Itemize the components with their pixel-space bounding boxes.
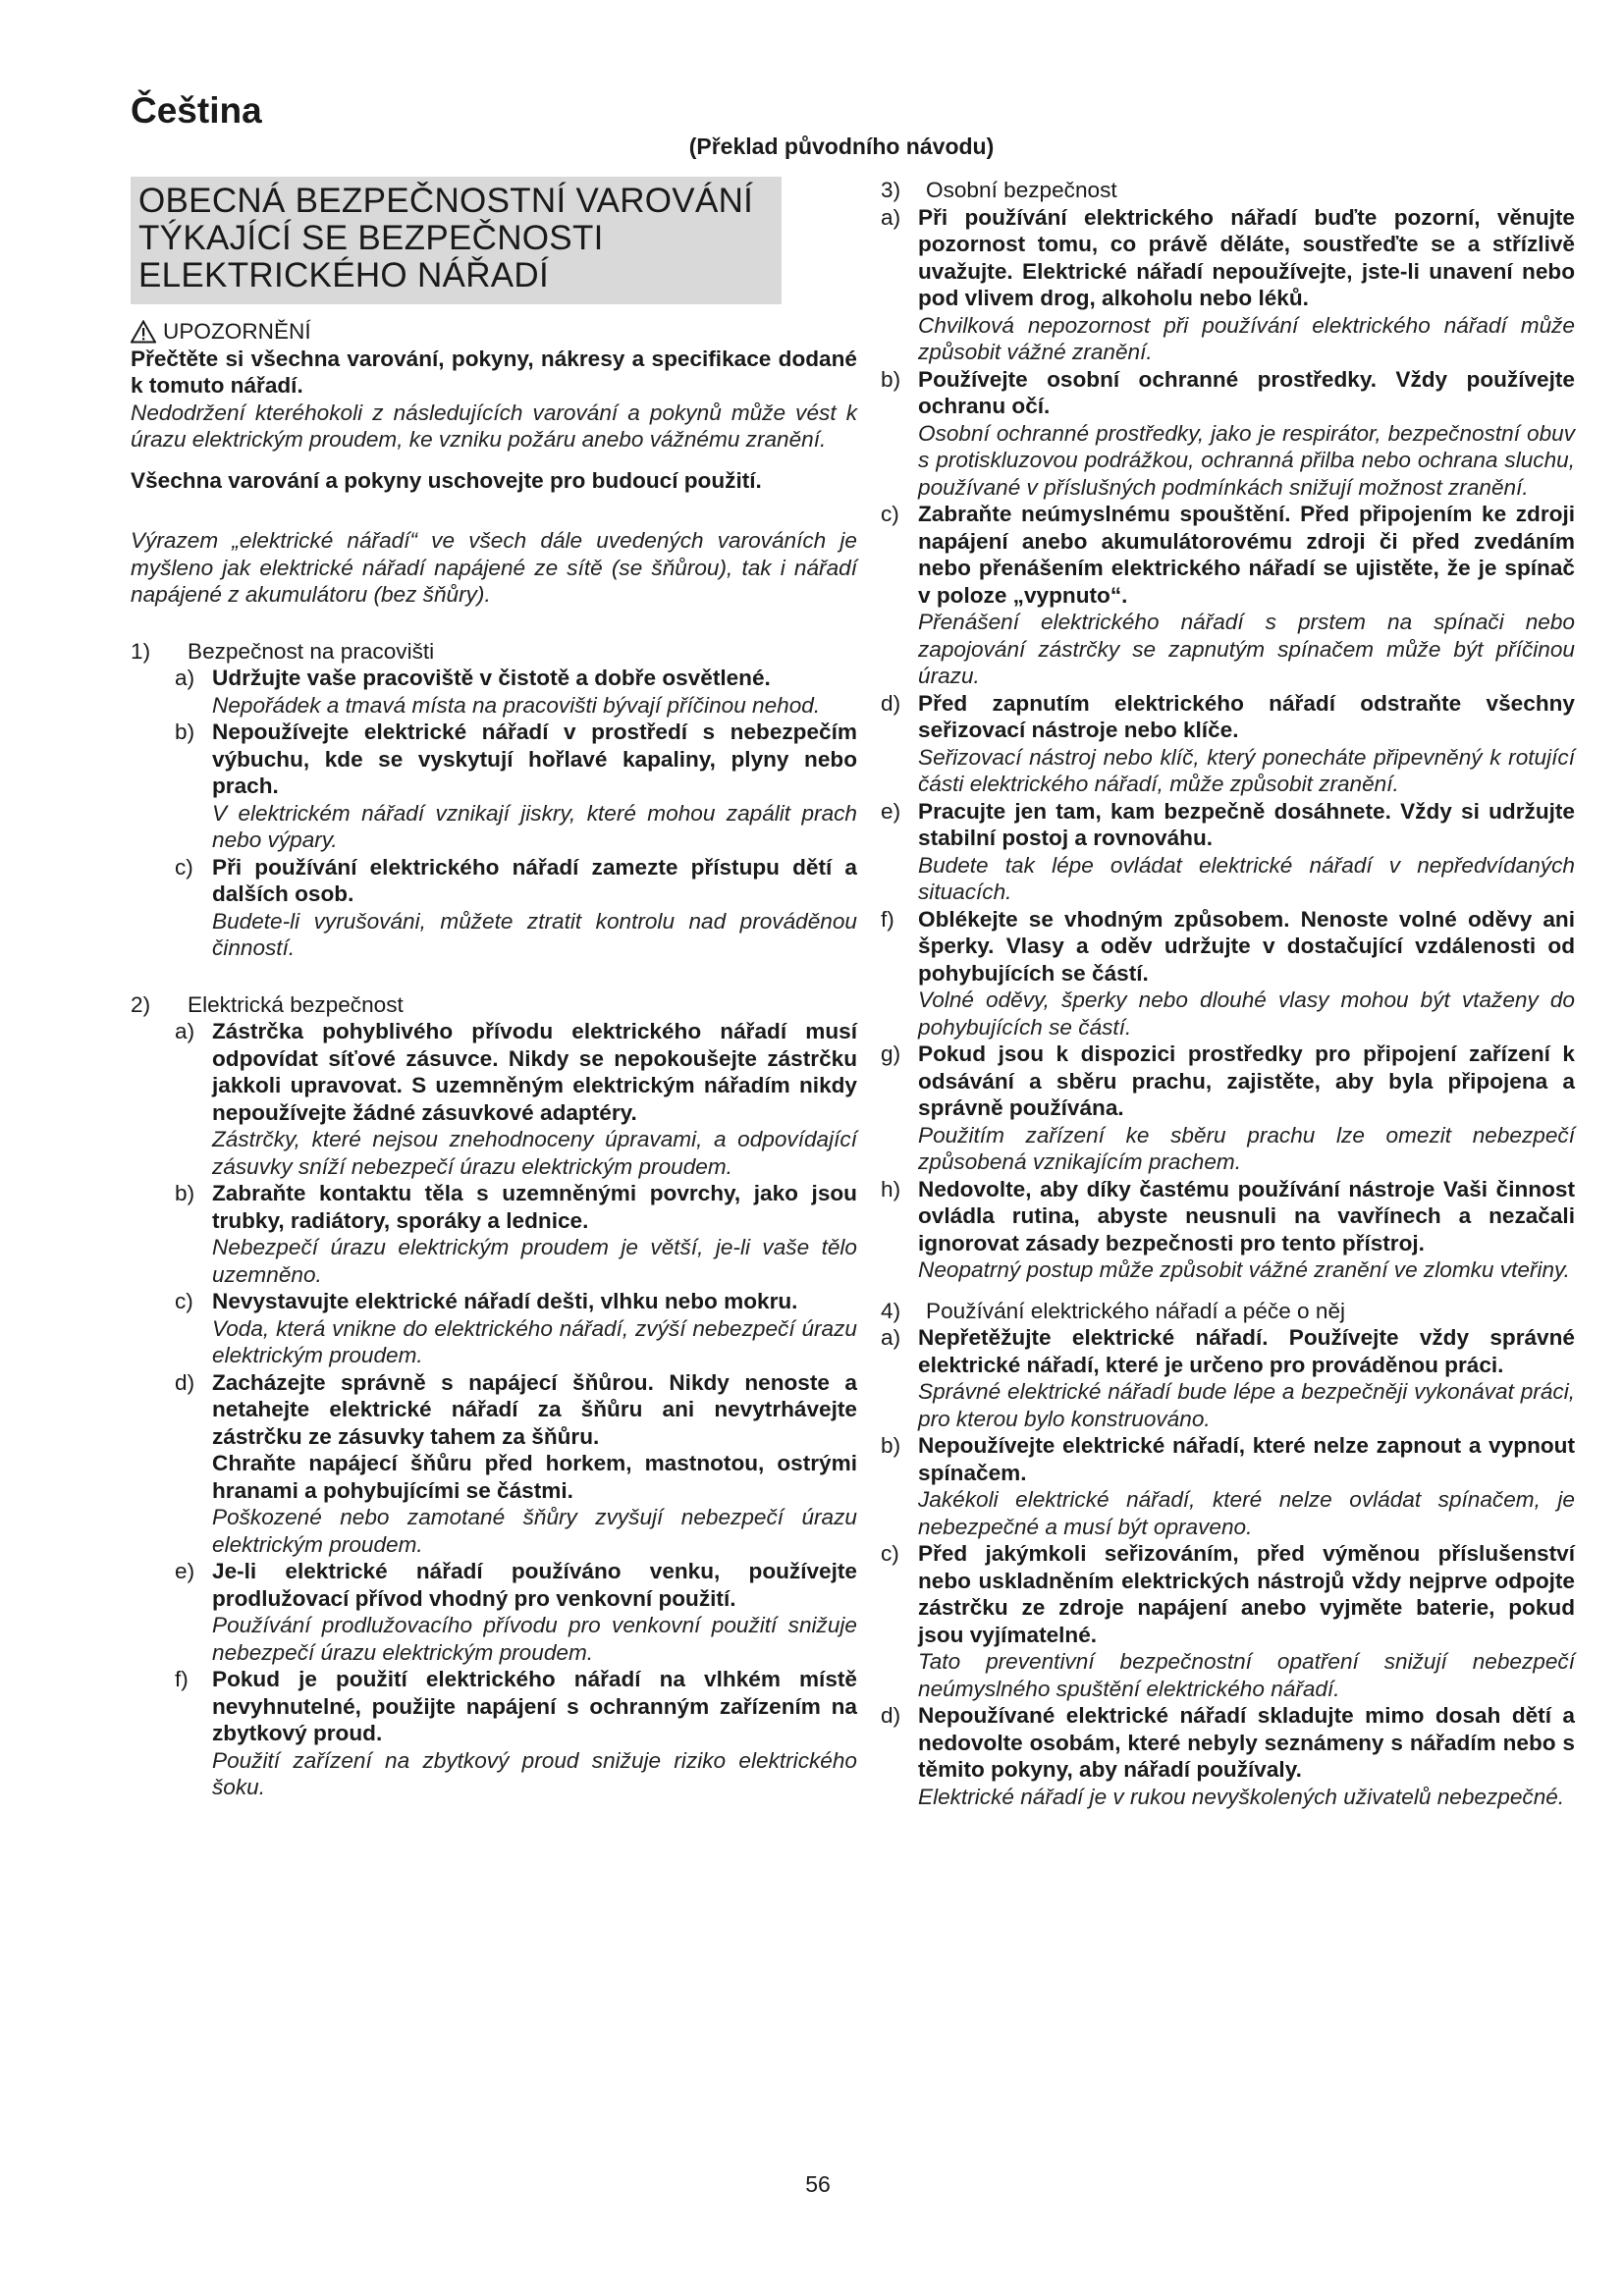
section-title: Bezpečnost na pracovišti — [188, 638, 435, 664]
item-note: Budete tak lépe ovládat elektrické nářadí v nepředvídaných situacích. — [918, 852, 1575, 904]
read-all-note: Nedodržení kteréhokoli z následujících varování a pokynů může vést k úrazu elektrickým proudem, ke vzniku požáru anebo vážnému zranění. — [131, 400, 857, 452]
item-note: Přenášení elektrického nářadí s prstem na spínači nebo zapojování zástrčky se zapnutým spínačem může být příčinou úrazu. — [918, 610, 1575, 688]
section-3-header — [881, 177, 1575, 204]
item-letter: a) — [881, 1325, 901, 1350]
list-item — [881, 1702, 1575, 1810]
item-letter: d) — [881, 1703, 901, 1728]
list-item — [881, 1041, 1575, 1176]
banner-line-1: OBECNÁ BEZPEČNOSTNÍ VAROVÁNÍ — [138, 182, 754, 220]
read-all-instruction: Přečtěte si všechna varování, pokyny, nákresy a specifikace dodané k tomuto nářadí. — [131, 346, 857, 398]
item-instruction: Zástrčka pohyblivého přívodu elektrického nářadí musí odpovídat síťové zásuvce. Nikdy se nepokoušejte zástrčku jakkoli upravovat. S uzemněným elektrickým nářadím nikdy nepoužívejte žádné zásuvkové adaptéry. — [212, 1019, 857, 1125]
list-item — [175, 1369, 857, 1559]
item-note: Použití zařízení na zbytkový proud snižuje riziko elektrického šoku. — [212, 1747, 857, 1799]
section-banner — [131, 177, 782, 304]
banner-line-3: ELEKTRICKÉHO NÁŘADÍ — [138, 256, 550, 294]
item-instruction: Nepřetěžujte elektrické nářadí. Používejte vždy správné elektrické nářadí, které je určeno pro prováděnou práci. — [918, 1325, 1575, 1377]
list-item — [881, 690, 1575, 798]
item-letter: b) — [175, 1181, 195, 1205]
item-note: Seřizovací nástroj nebo klíč, který ponecháte připevněný k rotující části elektrického nářadí, může způsobit zranění. — [918, 744, 1575, 796]
keep-instructions: Všechna varování a pokyny uschovejte pro budoucí použití. — [131, 467, 762, 493]
list-item — [881, 906, 1575, 1041]
item-letter: f) — [175, 1667, 189, 1691]
item-instruction: Před jakýmkoli seřizováním, před výměnou příslušenství nebo uskladněním elektrických nástrojů vždy nejprve odpojte zástrčku ze zdroje napájení anebo vyjměte baterie, pokud jsou vyjímatelné. — [918, 1541, 1575, 1647]
item-letter: g) — [881, 1041, 901, 1066]
term-definition: Výrazem „elektrické nářadí“ ve všech dále uvedených varováních je myšleno jak elektrické nářadí napájené ze sítě (se šňůrou), tak i nářadí napájené z akumulátoru (bez šňůry). — [131, 528, 857, 607]
item-instruction: Nevystavujte elektrické nářadí dešti, vlhku nebo mokru. — [212, 1289, 798, 1313]
list-item — [881, 1176, 1575, 1284]
item-note: Budete-li vyrušováni, můžete ztratit kontrolu nad prováděnou činností. — [212, 908, 857, 960]
section-title: Elektrická bezpečnost — [188, 991, 404, 1017]
section-4-header — [881, 1298, 1575, 1325]
section-title: Používání elektrického nářadí a péče o něj — [926, 1298, 1346, 1323]
list-item — [881, 1324, 1575, 1432]
item-note: Tato preventivní bezpečnostní opatření snižují nebezpečí neúmyslného spuštění elektrického nářadí. — [918, 1649, 1575, 1701]
item-note: Poškozené nebo zamotané šňůry zvyšují nebezpečí úrazu elektrickým proudem. — [212, 1505, 857, 1557]
item-letter: a) — [175, 1019, 195, 1043]
list-item — [175, 854, 857, 962]
list-item — [881, 1432, 1575, 1540]
item-letter: d) — [881, 690, 901, 716]
item-letter: d) — [175, 1369, 195, 1395]
page-number: 56 — [805, 2171, 831, 2197]
list-item — [175, 665, 857, 719]
item-letter: e) — [881, 798, 901, 824]
item-instruction: Zacházejte správně s napájecí šňůrou. Nikdy nenoste a netahejte elektrické nářadí za šňůru ani nevytrhávejte zástrčku ze zásuvky tahem za šňůru. — [212, 1369, 857, 1449]
list-item — [881, 1540, 1575, 1702]
item-instruction: Nepoužívejte elektrické nářadí v prostředí s nebezpečím výbuchu, kde se vyskytují hořlavé kapaliny, plyny nebo prach. — [212, 720, 857, 798]
right-column — [881, 177, 1575, 1810]
list-item — [175, 1180, 857, 1288]
item-instruction: Nedovolte, aby díky častému používání nástroje Vaši činnost ovládla rutina, abyste neusnuli na vavřínech a nezačali ignorovat zásady bezpečnosti pro tento přístroj. — [918, 1176, 1575, 1255]
left-column — [131, 177, 857, 1801]
item-instruction: Zabraňte neúmyslnému spouštění. Před připojením ke zdroji napájení anebo akumulátorovému zdroji či před zvedáním nebo přenášením elektrického nářadí se ujistěte, že je spínač v poloze „vypnuto“. — [918, 502, 1575, 608]
item-instruction: Před zapnutím elektrického nářadí odstraňte všechny seřizovací nástroje nebo klíče. — [918, 690, 1575, 742]
item-note: Použitím zařízení ke sběru prachu lze omezit nebezpečí způsobená vznikajícím prachem. — [918, 1122, 1575, 1174]
item-note: Nebezpečí úrazu elektrickým proudem je větší, je-li vaše tělo uzemněno. — [212, 1235, 857, 1287]
item-instruction: Při používání elektrického nářadí zamezte přístupu dětí a dalších osob. — [212, 854, 857, 906]
item-note: Správné elektrické nářadí bude lépe a bezpečněji vykonávat práci, pro kterou bylo konstruováno. — [918, 1379, 1575, 1431]
section-number: 2) — [131, 991, 151, 1017]
item-letter: b) — [881, 366, 901, 392]
item-note: Neopatrný postup může způsobit vážné zranění ve zlomku vteřiny. — [918, 1257, 1570, 1282]
item-note: Volné oděvy, šperky nebo dlouhé vlasy mohou být vtaženy do pohybujících se částí. — [918, 988, 1575, 1040]
banner-title — [138, 183, 774, 294]
item-letter: c) — [175, 854, 193, 880]
list-item — [175, 1018, 857, 1180]
warning-heading — [131, 318, 857, 346]
language-heading: Čeština — [131, 90, 262, 131]
item-instruction: Používejte osobní ochranné prostředky. Vždy používejte ochranu očí. — [918, 366, 1575, 418]
translation-subtitle: (Překlad původního návodu) — [688, 133, 995, 159]
section-number: 1) — [131, 638, 151, 664]
item-note: Chvilková nepozornost při používání elektrického nářadí může způsobit vážné zranění. — [918, 312, 1575, 364]
item-instruction: Pokud jsou k dispozici prostředky pro připojení zařízení k odsávání a sběru prachu, zajistěte, aby byla připojena a správně používána. — [918, 1041, 1575, 1120]
item-instruction: Pokud je použití elektrického nářadí na vlhkém místě nevyhnutelné, použijte napájení s ochranným zařízením na zbytkový proud. — [212, 1667, 857, 1745]
list-item — [881, 798, 1575, 906]
section-number: 4) — [881, 1298, 901, 1323]
list-item — [881, 501, 1575, 690]
item-letter: a) — [175, 666, 195, 690]
item-letter: c) — [881, 1541, 899, 1566]
item-instruction: Nepoužívejte elektrické nářadí, které nelze zapnout a vypnout spínačem. — [918, 1433, 1575, 1485]
item-letter: h) — [881, 1176, 901, 1201]
section-2-header — [131, 991, 857, 1019]
item-note: Elektrické nářadí je v rukou nevyškolených uživatelů nebezpečné. — [918, 1784, 1565, 1809]
item-instruction: Pracujte jen tam, kam bezpečně dosáhnete. Vždy si udržujte stabilní postoj a rovnováhu. — [918, 798, 1575, 850]
item-letter: c) — [881, 502, 899, 526]
item-note: Nepořádek a tmavá místa na pracovišti bývají příčinou nehod. — [212, 692, 821, 718]
list-item — [175, 1288, 857, 1369]
item-instruction: Zabraňte kontaktu těla s uzemněnými povrchy, jako jsou trubky, radiátory, sporáky a lednice. — [212, 1181, 857, 1233]
item-letter: a) — [881, 204, 901, 230]
section-title: Osobní bezpečnost — [926, 178, 1117, 202]
item-note: V elektrickém nářadí vznikají jiskry, které mohou zapálit prach nebo výpary. — [212, 800, 857, 852]
item-note: Voda, která vnikne do elektrického nářadí, zvýší nebezpečí úrazu elektrickým proudem. — [212, 1315, 857, 1367]
list-item — [175, 1558, 857, 1666]
item-instruction-2: Chraňte napájecí šňůru před horkem, mastnotou, ostrými hranami a pohybujícími se částmi. — [212, 1451, 857, 1503]
item-letter: b) — [881, 1433, 901, 1458]
item-letter: e) — [175, 1559, 195, 1583]
banner-line-2: TÝKAJÍCÍ SE BEZPEČNOSTI — [138, 219, 604, 257]
item-instruction: Udržujte vaše pracoviště v čistotě a dobře osvětlené. — [212, 666, 771, 690]
item-letter: c) — [175, 1289, 193, 1313]
warning-label: UPOZORNĚNÍ — [163, 319, 311, 344]
item-instruction: Nepoužívané elektrické nářadí skladujte mimo dosah dětí a nedovolte osobám, které nebyly seznámeny s nářadím nebo s těmito pokyny, aby nářadí používaly. — [918, 1703, 1575, 1782]
warning-triangle-icon — [131, 320, 156, 344]
item-note: Používání prodlužovacího přívodu pro venkovní použití snižuje nebezpečí úrazu elektrickým proudem. — [212, 1613, 857, 1665]
item-letter: f) — [881, 906, 894, 932]
item-letter: b) — [175, 720, 195, 744]
item-instruction: Při používání elektrického nářadí buďte pozorní, věnujte pozornost tomu, co právě děláte, soustřeďte se a střízlivě uvažujte. Elektrické nářadí nepoužívejte, jste-li unavení nebo pod vlivem drog, alkoholu nebo léků. — [918, 204, 1575, 310]
list-item — [175, 719, 857, 854]
list-item — [881, 204, 1575, 366]
list-item — [881, 366, 1575, 502]
section-number: 3) — [881, 178, 901, 202]
item-note: Jakékoli elektrické nářadí, které nelze ovládat spínačem, je nebezpečné a musí být opraveno. — [918, 1487, 1575, 1539]
item-instruction: Je-li elektrické nářadí používáno venku, používejte prodlužovací přívod vhodný pro venkovní použití. — [212, 1559, 857, 1611]
section-1-header — [131, 638, 857, 666]
item-note: Zástrčky, které nejsou znehodnoceny úpravami, a odpovídající zásuvky sníží nebezpečí úrazu elektrickým proudem. — [212, 1127, 857, 1179]
item-note: Osobní ochranné prostředky, jako je respirátor, bezpečnostní obuv s protiskluzovou podrážkou, ochranná přilba nebo ochrana sluchu, používané v příslušných podmínkách snižují možnost zranění. — [918, 420, 1575, 500]
list-item — [175, 1666, 857, 1801]
item-instruction: Oblékejte se vhodným způsobem. Nenoste volné oděvy ani šperky. Vlasy a oděv udržujte v dostačující vzdálenosti od pohybujících se částí. — [918, 906, 1575, 986]
